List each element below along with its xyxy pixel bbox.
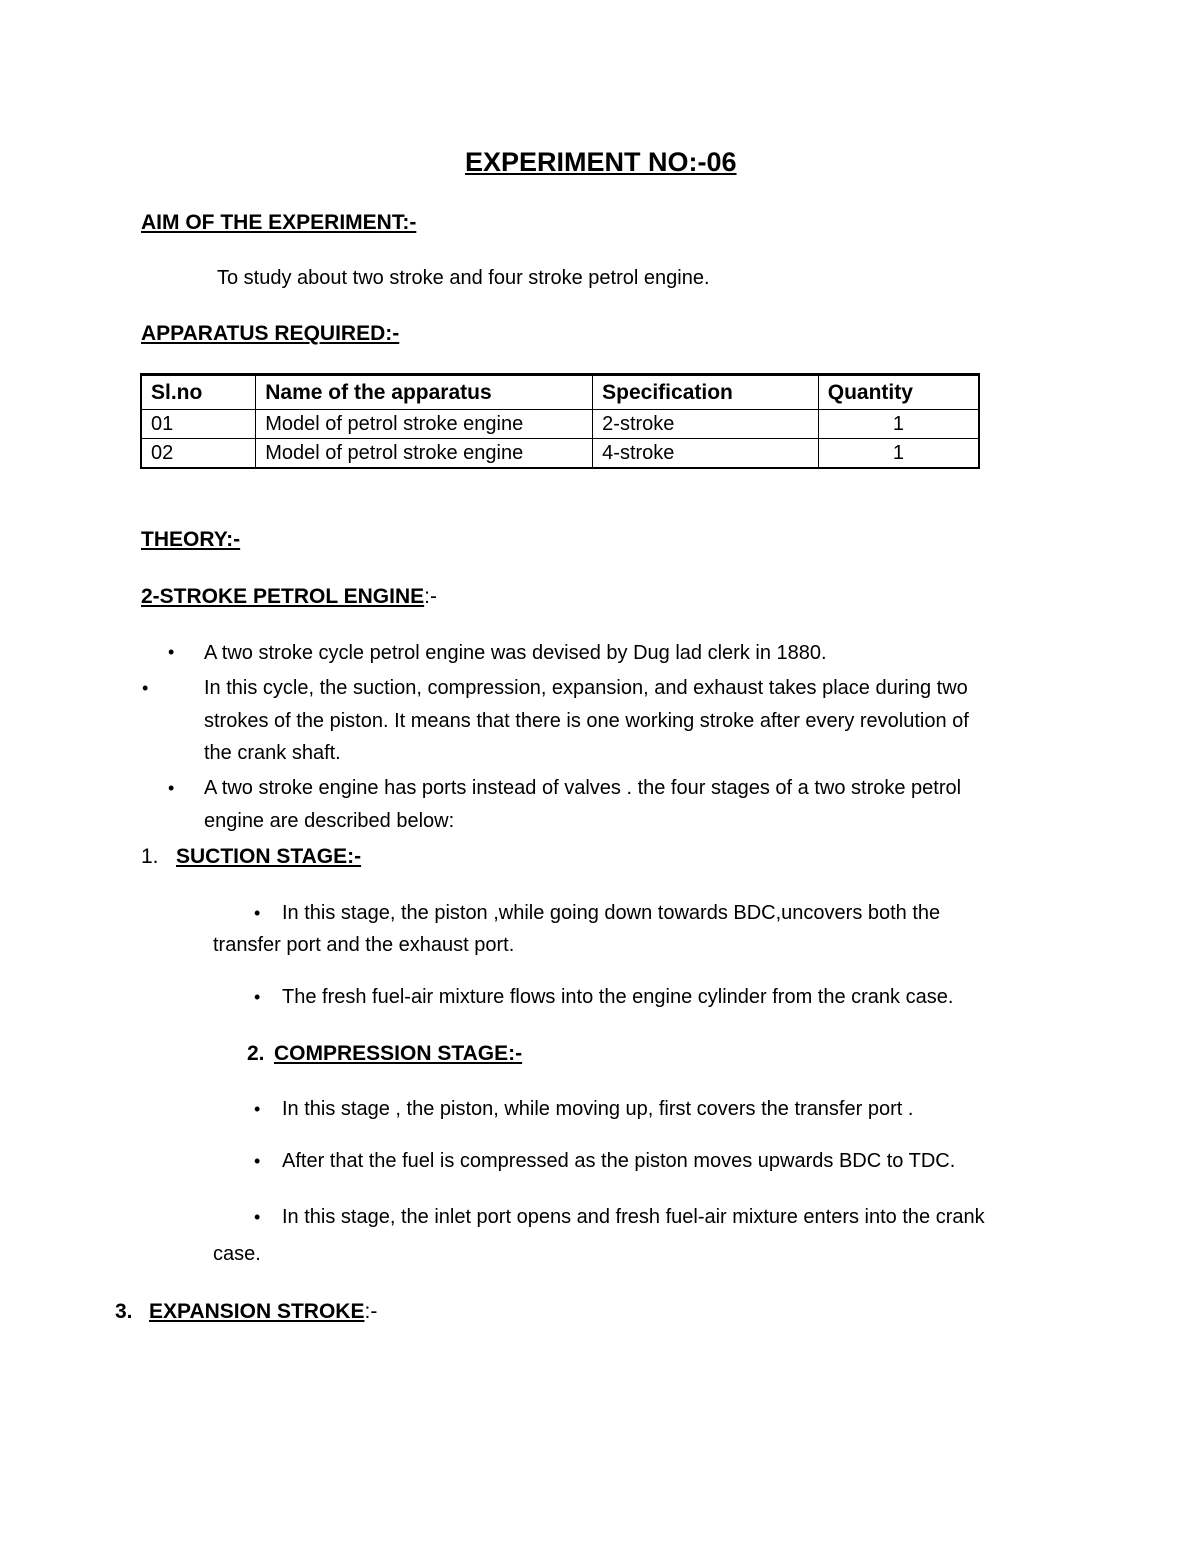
compression-bullet-2: After that the fuel is compressed as the piston moves upwards BDC to TDC. (282, 1150, 956, 1172)
suction-bullet-2: The fresh fuel-air mixture flows into the engine cylinder from the crank case. (282, 986, 954, 1008)
compression-bullet-1: In this stage , the piston, while moving up, first covers the transfer port . (282, 1098, 914, 1120)
column-header: Specification (593, 375, 819, 410)
bullet-icon: • (168, 642, 175, 662)
bullet-icon: • (254, 1151, 261, 1171)
apparatus-table (140, 373, 980, 469)
column-header: Sl.no (141, 375, 256, 410)
two-stroke-heading-suffix: :- (424, 585, 437, 608)
expansion-heading-suffix: :- (364, 1300, 378, 1323)
aim-heading: AIM OF THE EXPERIMENT:- (141, 211, 417, 234)
theory-bullet-1: A two stroke cycle petrol engine was devised by Dug lad clerk in 1880. (204, 642, 827, 664)
column-header: Name of the apparatus (256, 375, 593, 410)
bullet-icon: • (142, 678, 149, 698)
theory-bullet-2-line-3: the crank shaft. (204, 742, 341, 764)
bullet-icon: • (254, 1099, 261, 1119)
expansion-heading: EXPANSION STROKE (149, 1300, 365, 1323)
expansion-heading-wrap (149, 1300, 377, 1324)
table-header-row (141, 375, 979, 410)
table-cell: 2-stroke (593, 410, 819, 439)
aim-text: To study about two stroke and four stroke petrol engine. (217, 267, 710, 289)
theory-heading: THEORY:- (141, 528, 241, 551)
theory-bullet-2-line-2: strokes of the piston. It means that there is one working stroke after every revolution of (204, 710, 969, 732)
expansion-number: 3. (115, 1300, 133, 1323)
page-title: EXPERIMENT NO:-06 (465, 147, 737, 177)
table-cell: 02 (141, 439, 256, 469)
compression-bullet-3-line-1: In this stage, the inlet port opens and fresh fuel-air mixture enters into the crank (282, 1206, 985, 1228)
table-row (141, 439, 979, 469)
suction-number: 1. (141, 845, 159, 868)
compression-bullet-3-line-2: case. (213, 1243, 261, 1265)
apparatus-heading: APPARATUS REQUIRED:- (141, 322, 400, 345)
theory-bullet-3-line-1: A two stroke engine has ports instead of valves . the four stages of a two stroke petrol (204, 777, 962, 799)
theory-bullet-3-line-2: engine are described below: (204, 810, 455, 832)
suction-bullet-1-line-2: transfer port and the exhaust port. (213, 934, 515, 956)
table-cell: Model of petrol stroke engine (256, 439, 593, 469)
table-cell: 01 (141, 410, 256, 439)
theory-bullet-2-line-1: In this cycle, the suction, compression, expansion, and exhaust takes place during two (204, 677, 968, 699)
two-stroke-heading (141, 585, 437, 609)
table-cell: Model of petrol stroke engine (256, 410, 593, 439)
column-header: Quantity (818, 375, 979, 410)
compression-number: 2. (247, 1042, 265, 1065)
suction-heading: SUCTION STAGE:- (176, 845, 362, 868)
two-stroke-heading-text: 2-STROKE PETROL ENGINE (141, 585, 425, 608)
table-cell: 1 (818, 439, 979, 469)
bullet-icon: • (254, 1207, 261, 1227)
suction-bullet-1-line-1: In this stage, the piston ,while going down towards BDC,uncovers both the (282, 902, 941, 924)
bullet-icon: • (254, 903, 261, 923)
table-row (141, 410, 979, 439)
bullet-icon: • (168, 778, 175, 798)
table-cell: 4-stroke (593, 439, 819, 469)
compression-heading: COMPRESSION STAGE:- (274, 1042, 523, 1065)
table-cell: 1 (818, 410, 979, 439)
bullet-icon: • (254, 987, 261, 1007)
